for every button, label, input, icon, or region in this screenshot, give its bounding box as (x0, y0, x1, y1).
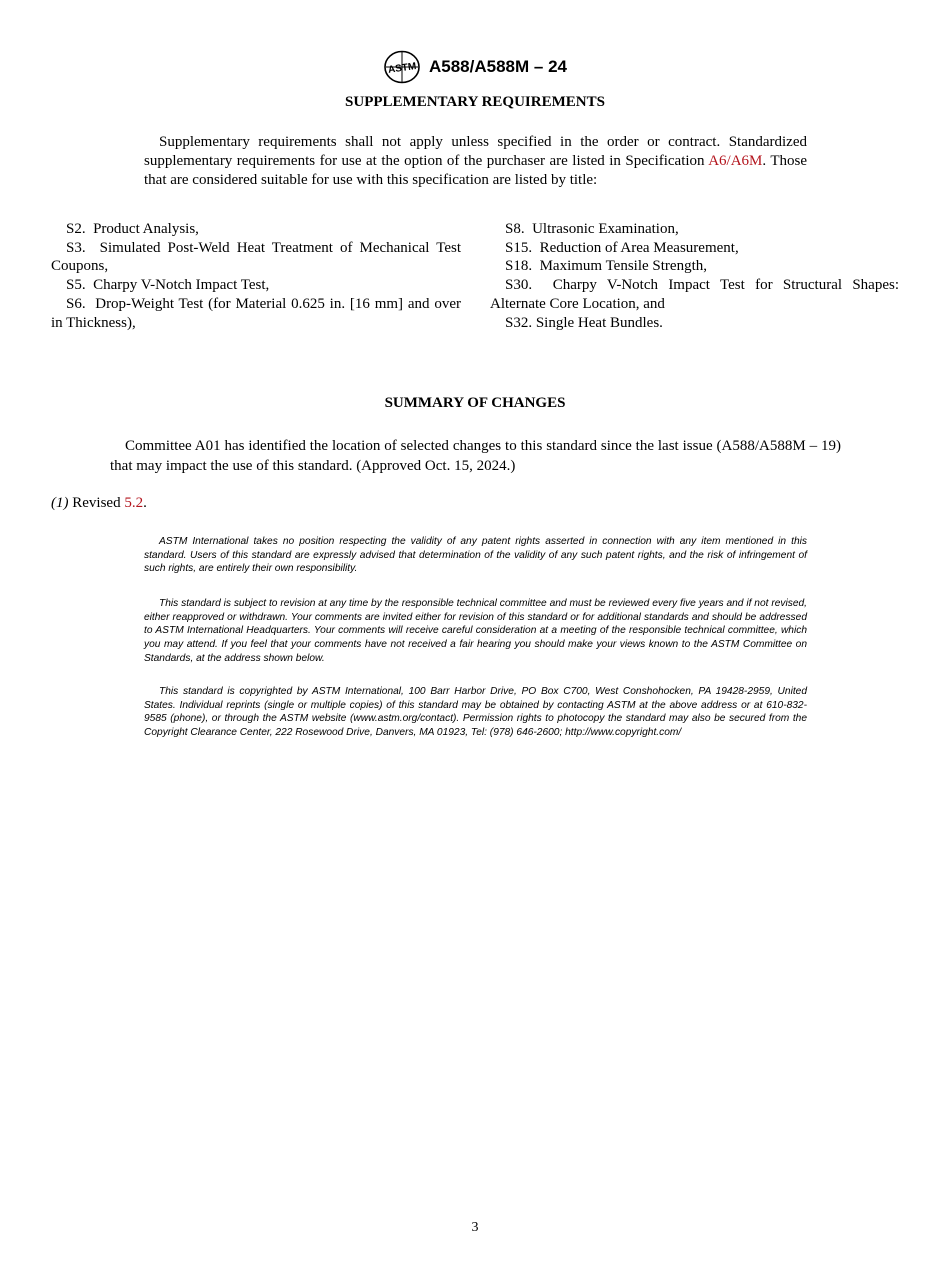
patent-notice-text: ASTM International takes no position respecting the validity of any patent rights asserted in connection with any item mentioned in this standard. Users of this standard are expressly advised that determination of the validity of any such patent rights, and the risk of infringement of such rights, are entirely their own responsibility. (144, 536, 807, 575)
summary-of-changes-title: SUMMARY OF CHANGES (384, 395, 566, 411)
supplementary-requirements-title: SUPPLEMENTARY REQUIREMENTS (345, 94, 605, 110)
standard-designation: A588/A588M – 24 (429, 57, 567, 76)
svg-text:ASTM: ASTM (387, 61, 418, 76)
patent-notice (144, 535, 807, 576)
change-item-end: . (143, 495, 147, 511)
supplementary-item-s5: S5. Charpy V-Notch Impact Test, (66, 277, 270, 294)
supplementary-item-s30: S30. Charpy V-Notch Impact Test for Structural Shapes: Alternate Core Location, and (490, 277, 899, 312)
supplementary-intro (144, 133, 807, 190)
intro-text: Supplementary requirements shall not apply unless specified in the order or contract. Standardized supplementary requirements for use at the option of the purchaser are listed in Specification (144, 134, 807, 169)
spec-a6-link[interactable]: A6/A6M (708, 153, 763, 169)
astm-logo-icon (383, 50, 421, 84)
supplementary-list-left (51, 220, 461, 332)
change-item-text: Revised (68, 495, 125, 511)
supplementary-item-s18: S18. Maximum Tensile Strength, (505, 258, 708, 275)
section-5-2-link[interactable]: 5.2 (124, 495, 144, 511)
revision-notice-text: This standard is subject to revision at any time by the responsible technical committee and must be reviewed every five years and if not revised, either reapproved or withdrawn. Your comments are invited either for revision of this standard or for additional standards and should be addressed to ASTM International Headquarters. Your comments will receive careful consideration at a meeting of the responsible technical committee, which you may attend. If you feel that your comments have not received a fair hearing you should make your views known to the ASTM Committee on Standards, at the address shown below. (144, 598, 807, 664)
copyright-notice (144, 685, 807, 740)
page-number: 3 (471, 1220, 479, 1235)
change-item (51, 495, 147, 512)
supplementary-item-s3: S3. Simulated Post-Weld Heat Treatment of Mechanical Test Coupons, (51, 239, 461, 275)
revision-notice (144, 597, 807, 666)
supplementary-item-s6: S6. Drop-Weight Test (for Material 0.625 in. [16 mm] and over in Thickness), (51, 295, 461, 331)
page-header (0, 50, 950, 89)
supplementary-item-s32: S32. Single Heat Bundles. (505, 314, 663, 331)
summary-paragraph: Committee A01 has identified the location of selected changes to this standard since the last issue (A588/A588M – 19) that may impact the use of this standard. (Approved Oct. 15, 2024.) (110, 438, 841, 474)
copyright-notice-text: This standard is copyrighted by ASTM International, 100 Barr Harbor Drive, PO Box C700, West Conshohocken, PA 19428-2959, United States. Individual reprints (single or multiple copies) of this standard may be obtained by contacting ASTM at the above address or at 610-832-9585 (phone), or through the ASTM website (www.astm.org/contact). Permission rights to photocopy the standard may also be secured from the Copyright Clearance Center, 222 Rosewood Drive, Danvers, MA 01923, Tel: (978) 646-2600; http://www.copyright.com/ (144, 686, 807, 739)
summary-of-changes-text (110, 436, 841, 476)
supplementary-item-s15: S15. Reduction of Area Measurement, (505, 239, 739, 256)
supplementary-item-s8: S8. Ultrasonic Examination, (505, 221, 679, 237)
intro-text-end: . Those that are considered suitable for use with this specification are listed by title: (144, 153, 807, 188)
supplementary-intro-paragraph (144, 133, 807, 190)
supplementary-list-right (490, 220, 899, 332)
change-item-number: (1) (51, 495, 69, 511)
supplementary-item-s2: S2. Product Analysis, (66, 221, 199, 237)
